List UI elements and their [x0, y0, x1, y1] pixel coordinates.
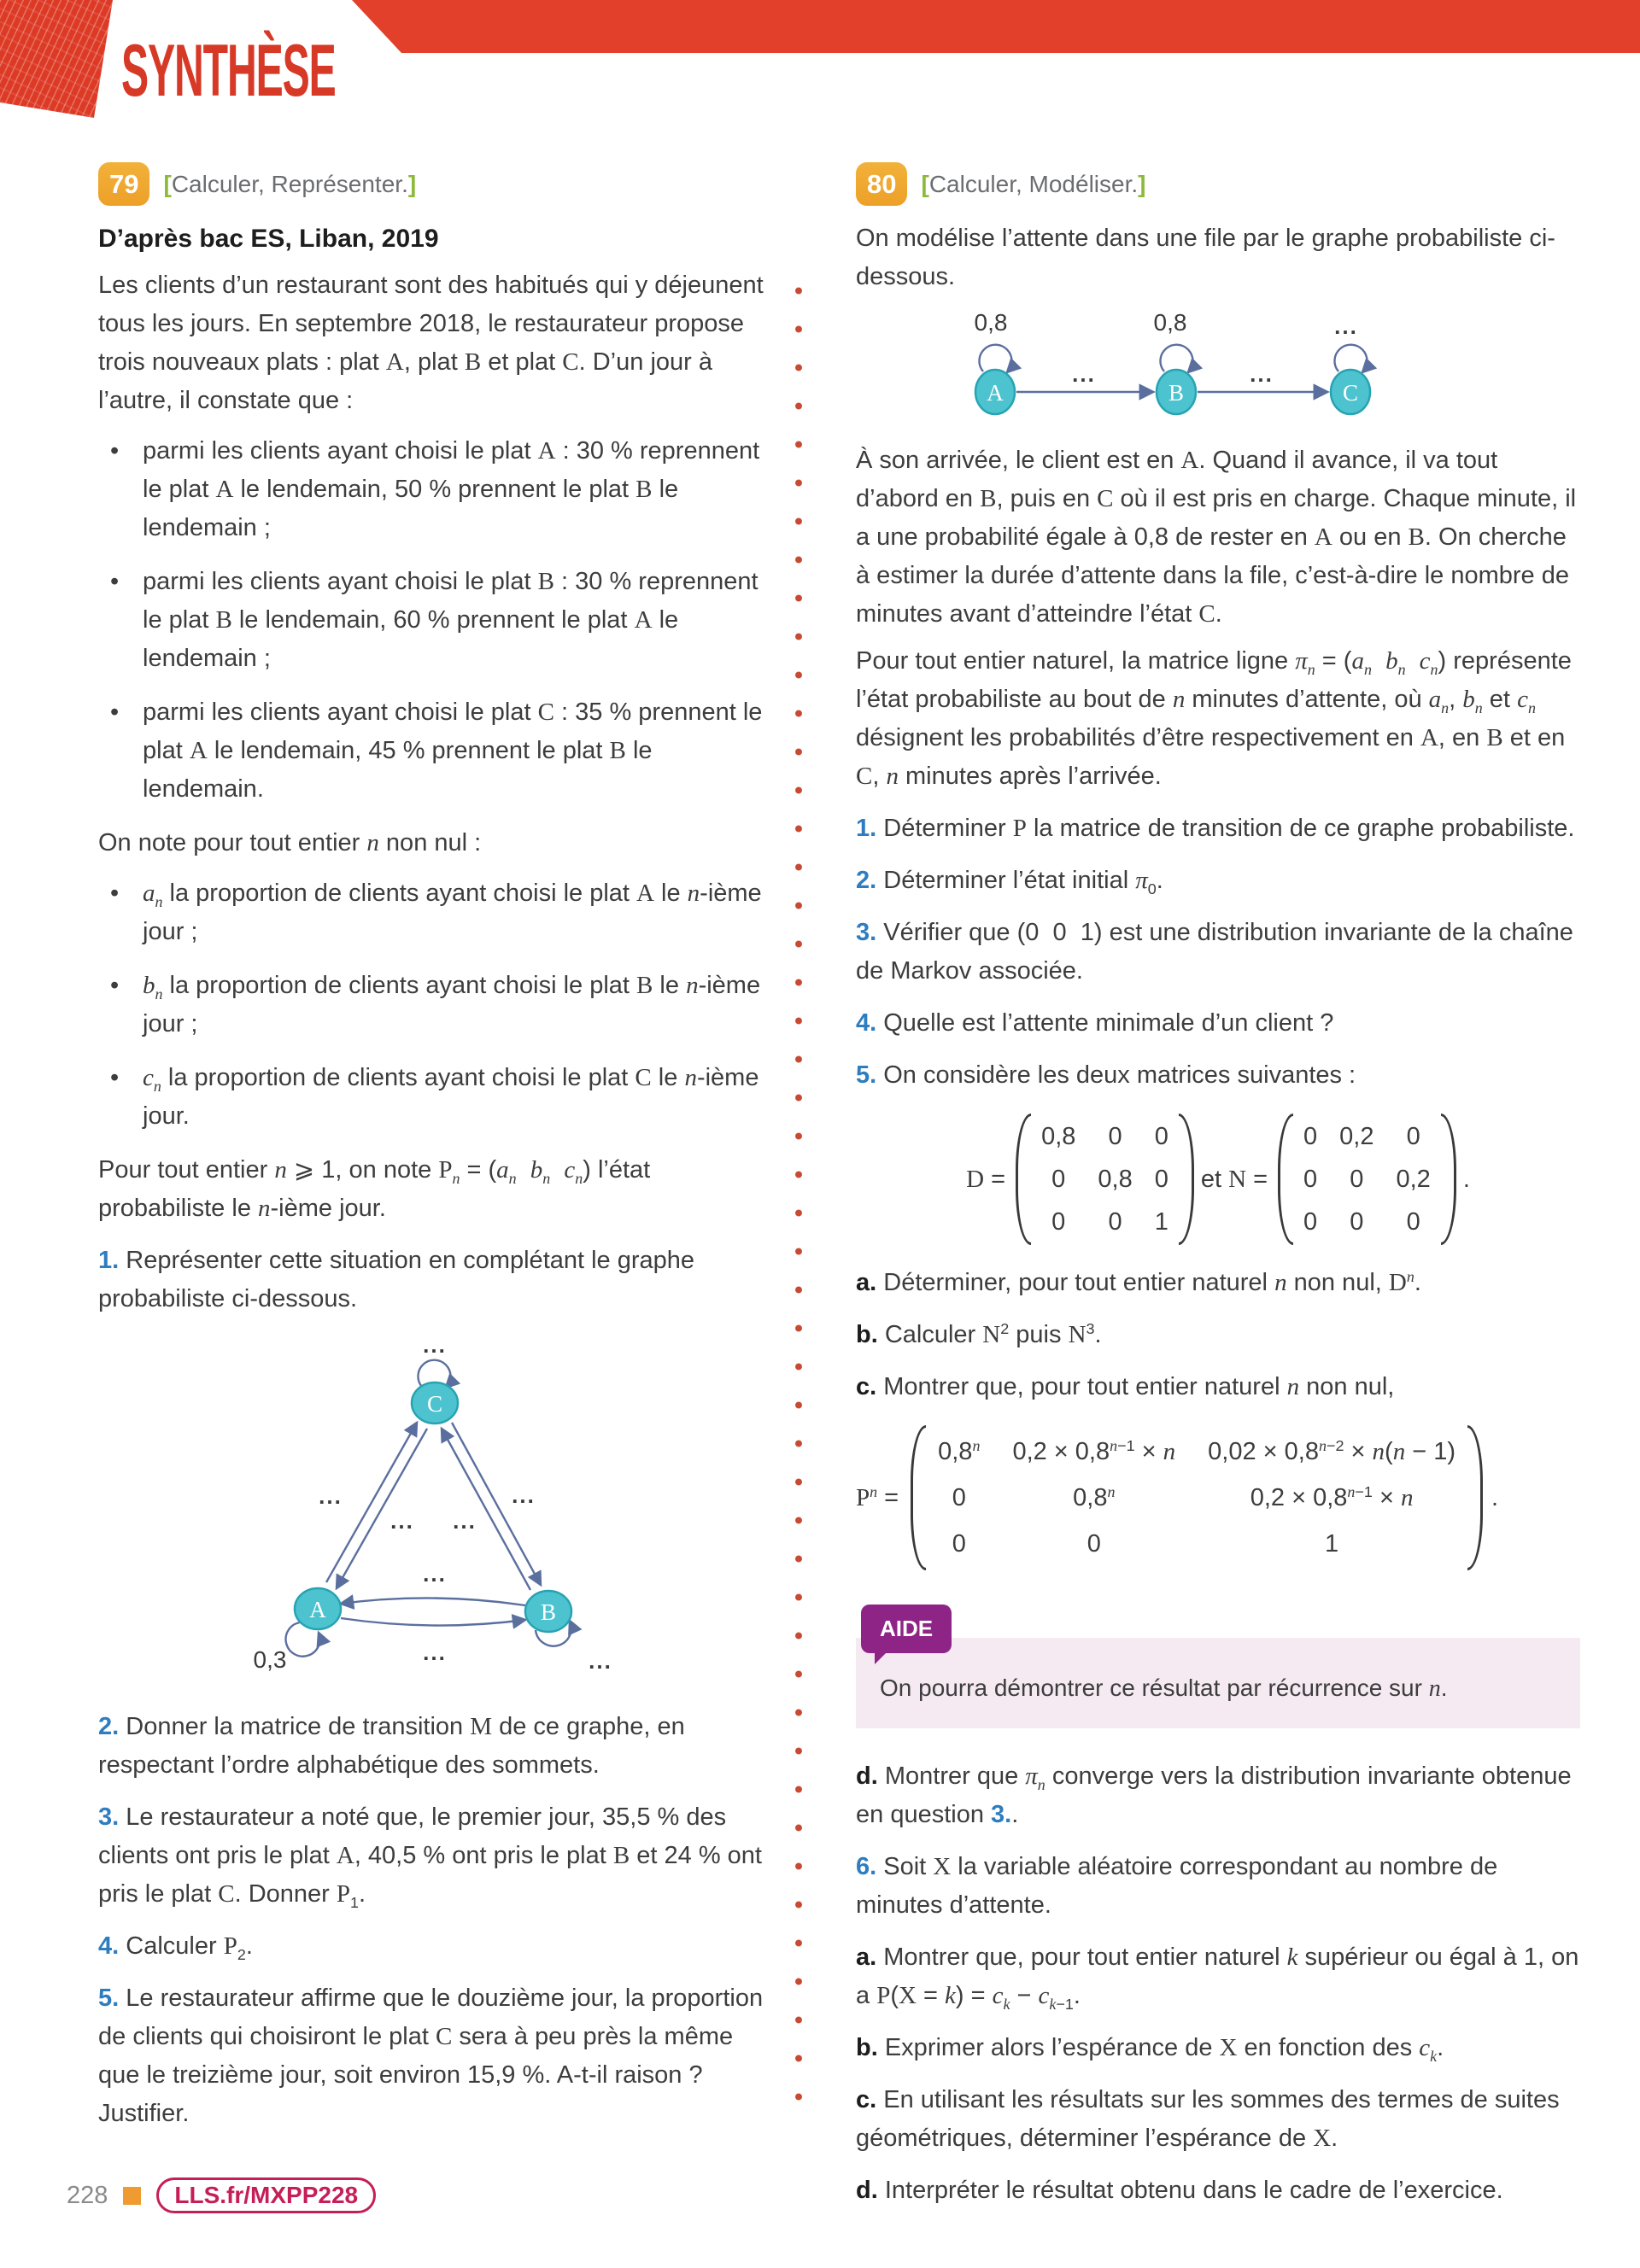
question-number: 2.: [856, 867, 877, 894]
question-number: 1.: [856, 815, 877, 842]
left-paren: [1016, 1114, 1031, 1245]
bullet-item: • parmi les clients ayant choisi le plat C : 35 % prennent le plat A le lendemain, 45 % prennent le plat B le lendemain.: [98, 693, 777, 809]
logo-hatch-pattern: [0, 0, 114, 128]
orange-square-icon: [123, 2187, 141, 2205]
self-loop-b: [1160, 345, 1192, 372]
question-number: 5.: [856, 1061, 877, 1089]
aide-box: [856, 1638, 1580, 1728]
question-4: [98, 1927, 777, 1966]
subquestion-letter: d.: [856, 2177, 878, 2204]
edge-label: ...: [1072, 361, 1096, 387]
edge-a-to-b: [341, 1618, 525, 1626]
definition-item: • $b_n$ la proportion de clients ayant choisi le plat B le n-ième jour ;: [98, 967, 777, 1043]
question-text: Déterminer l’état initial $\pi_0$.: [883, 867, 1163, 898]
matrix-cell: $0,2 \times 0,8^{n-1} \times n$: [1250, 1483, 1414, 1511]
question-text: Exprimer alors l’espérance de X en fonction des $c_k$.: [884, 2034, 1444, 2066]
page-title: SYNTHÈSE: [121, 30, 336, 112]
node-b-label: B: [1168, 380, 1185, 406]
bullet-item: • parmi les clients ayant choisi le plat A : 30 % reprennent le plat A le lendemain, 50 % prennent le plat B le lendemain ;: [98, 432, 777, 547]
edge-label: ...: [390, 1508, 414, 1534]
exercise-80-header: [856, 162, 1580, 206]
bracket-open: [: [921, 171, 929, 197]
paragraph: À son arrivée, le client est en A. Quand il avance, il va tout d’abord en B, puis en C où il est pris en charge. Chaque minute, il a une probabilité égale à 0,8 de rester en A ou en B. On cherche à estimer la durée d’attente dans la file, c’est-à-dire le nombre de minutes avant d’atteindre l’état C.: [856, 447, 1577, 628]
matrix-cell: 0: [1154, 1123, 1168, 1150]
question-text: On considère les deux matrices suivantes :: [883, 1061, 1356, 1089]
edge-label: ...: [423, 1640, 447, 1665]
probabilistic-graph-triangle: [235, 1327, 645, 1694]
edge-b-to-a: [341, 1598, 525, 1605]
self-loop-a: [979, 345, 1011, 372]
matrix-d-label: D =: [966, 1165, 1006, 1193]
question-text: Déterminer P la matrice de transition de ce graphe probabiliste.: [883, 815, 1575, 842]
matrices-d-and-n: [856, 1114, 1580, 1245]
column-divider-dots: [794, 272, 803, 2125]
subquestion-5d: [856, 1757, 1580, 1834]
skills-text: Calculer, Représenter.: [171, 171, 408, 197]
period: .: [1491, 1483, 1499, 1511]
loop-label-a: 0,8: [974, 309, 1008, 336]
skills-label: [921, 165, 1145, 203]
question-2: [98, 1708, 777, 1785]
matrix-cell: 0: [1350, 1166, 1364, 1193]
lls-link-pill[interactable]: LLS.fr/MXPP228: [156, 2177, 376, 2213]
matrix-cell: 0,8: [1098, 1166, 1133, 1193]
page-number: 228: [67, 2181, 108, 2209]
subquestion-6d: [856, 2172, 1580, 2210]
matrix-pn: [911, 1425, 1483, 1570]
loop-label-c: ...: [1334, 313, 1358, 339]
probabilistic-graph-linear: [938, 305, 1399, 433]
matrix-cell: $0,02 \times 0,8^{n-2} \times n(n - 1)$: [1208, 1437, 1456, 1465]
matrix-cell: 0: [1108, 1123, 1122, 1150]
aide-callout: [856, 1605, 1580, 1728]
matrix-d: [1016, 1114, 1194, 1245]
question-text: Donner la matrice de transition M de ce graphe, en respectant l’ordre alphabétique des sommets.: [98, 1713, 685, 1779]
synthese-logo: [0, 0, 114, 128]
matrix-cell: 0: [1303, 1166, 1318, 1193]
question-2: [856, 862, 1580, 900]
subquestion-letter: c.: [856, 2086, 877, 2113]
edge-label: ...: [1250, 361, 1274, 387]
question-number: 3.: [98, 1803, 120, 1831]
question-text: Calculer $P_2$.: [126, 1932, 253, 1964]
left-paren: [911, 1425, 926, 1570]
question-text: Montrer que, pour tout entier naturel k supérieur ou égal à 1, on a $P(X = k) = c_k - c_{k-1}$.: [856, 1944, 1579, 2014]
matrix-cell: 0: [1108, 1208, 1122, 1236]
matrix-cell: 0: [952, 1484, 966, 1511]
matrix-p-power-n: [856, 1425, 1580, 1570]
page-footer: [67, 2177, 376, 2213]
period: .: [1462, 1165, 1470, 1193]
bullet-item: • parmi les clients ayant choisi le plat B : 30 % reprennent le plat B le lendemain, 60 % prennent le plat A le lendemain ;: [98, 563, 777, 678]
subquestion-6c: [856, 2081, 1580, 2158]
right-paren: [1467, 1425, 1483, 1570]
matrix-cell: 0: [1154, 1166, 1168, 1193]
matrix-cell: 0: [1051, 1208, 1066, 1236]
node-b-label: B: [540, 1599, 557, 1625]
subquestion-letter: b.: [856, 2034, 878, 2061]
intro-paragraph: Les clients d’un restaurant sont des habitués qui y déjeunent tous les jours. En septembre 2018, le restaurateur propose trois nouveaux plats : plat A, plat B et plat C. D’un jour à l’autre, il constate que :: [98, 272, 764, 414]
question-number: 1.: [98, 1247, 120, 1274]
question-text: Montrer que, pour tout entier naturel n non nul,: [883, 1373, 1395, 1400]
matrix-cell: 0: [952, 1530, 966, 1558]
bracket-open: [: [163, 171, 172, 197]
matrix-cell: 1: [1325, 1530, 1339, 1558]
note-line: On note pour tout entier n non nul :: [98, 829, 482, 856]
matrix-cell: 0: [1350, 1208, 1364, 1236]
question-5: [856, 1056, 1580, 1095]
node-a-label: A: [987, 380, 1004, 406]
question-number: 4.: [856, 1009, 877, 1037]
node-a-label: A: [309, 1597, 326, 1622]
question-text: Vérifier que (0 0 1) est une distribution invariante de la chaîne de Markov associée.: [856, 919, 1573, 985]
question-text: Quelle est l’attente minimale d’un client ?: [883, 1009, 1334, 1037]
subquestion-letter: a.: [856, 1269, 877, 1296]
matrix-cell: 0: [1303, 1123, 1318, 1150]
question-number: 6.: [856, 1853, 877, 1880]
question-text: Soit X la variable aléatoire correspondant au nombre de minutes d’attente.: [856, 1853, 1498, 1919]
matrix-n-label: N =: [1228, 1165, 1268, 1193]
edge-label-0-3: 0,3: [253, 1646, 287, 1673]
question-number: 2.: [98, 1713, 120, 1740]
question-number: 3.: [856, 919, 877, 946]
aide-badge: AIDE: [861, 1605, 952, 1653]
subquestion-5b: [856, 1316, 1580, 1354]
loop-label-b: 0,8: [1153, 309, 1187, 336]
matrix-cell: 0: [1051, 1166, 1066, 1193]
matrix-cell: 0,2: [1339, 1123, 1374, 1150]
skills-text: Calculer, Modéliser.: [928, 171, 1139, 197]
question-3: [98, 1798, 777, 1914]
subquestion-6a: [856, 1938, 1580, 2015]
bracket-close: ]: [407, 171, 417, 197]
question-4: [856, 1004, 1580, 1043]
exercise-number-badge: 79: [98, 162, 149, 206]
exercise-79-header: [98, 162, 777, 206]
subquestion-5a: [856, 1264, 1580, 1302]
matrix-cell: 0: [1406, 1208, 1420, 1236]
edge-label: ...: [319, 1483, 343, 1509]
question-text: Déterminer, pour tout entier naturel n non nul, $D^n$.: [883, 1268, 1421, 1296]
subquestion-letter: a.: [856, 1944, 877, 1971]
subquestion-6b: [856, 2029, 1580, 2067]
matrix-n: [1278, 1114, 1456, 1245]
question-text: En utilisant les résultats sur les sommes des termes de suites géométriques, déterminer l’espérance de X.: [856, 2086, 1560, 2152]
definition-item: • $a_n$ la proportion de clients ayant choisi le plat A le n-ième jour ;: [98, 874, 777, 951]
exercise-source: D’après bac ES, Liban, 2019: [98, 225, 439, 253]
question-1: [856, 810, 1580, 848]
matrix-cell: 1: [1154, 1208, 1168, 1236]
edge-label: ...: [423, 1561, 447, 1587]
self-loop-c: [1334, 345, 1367, 372]
matrix-cell: 0: [1303, 1208, 1318, 1236]
matrix-cell: 0: [1406, 1123, 1420, 1150]
matrix-pn-label: $P^n$ =: [856, 1482, 899, 1511]
exercise-79: [98, 162, 777, 2142]
left-paren: [1278, 1114, 1293, 1245]
et-label: et: [1200, 1165, 1222, 1193]
matrix-cell: $0,2 \times 0,8^{n-1} \times n$: [1012, 1437, 1176, 1465]
question-1: [98, 1242, 777, 1318]
question-number: 5.: [98, 1984, 120, 2012]
bracket-close: ]: [1138, 171, 1146, 197]
right-paren: [1441, 1114, 1456, 1245]
question-text: Interpréter le résultat obtenu dans le cadre de l’exercice.: [884, 2177, 1503, 2204]
subquestion-letter: d.: [856, 1762, 878, 1790]
edge-label: ...: [512, 1482, 536, 1508]
question-text: Montrer que $\pi_n$ converge vers la distribution invariante obtenue en question 3..: [856, 1762, 1572, 1828]
definition-item: • $c_n$ la proportion de clients ayant choisi le plat C le n-ième jour.: [98, 1059, 777, 1136]
question-5: [98, 1979, 777, 2133]
question-text: Le restaurateur affirme que le douzième jour, la proportion de clients qui choisiront le plat C sera à peu près la même que le treizième jour, soit environ 15,9 %. A-t-il raison ? Justifier.: [98, 1984, 764, 2127]
question-number: 4.: [98, 1932, 120, 1960]
question-3: [856, 914, 1580, 991]
question-text: Le restaurateur a noté que, le premier jour, 35,5 % des clients ont pris le plat A, 40,5 % ont pris le plat B et 24 % ont pris le plat C. Donner $P_1$.: [98, 1803, 762, 1912]
exercise-number-badge: 80: [856, 162, 907, 206]
node-c-label: C: [426, 1391, 443, 1417]
exercise-80: [856, 162, 1580, 2218]
question-text: Représenter cette situation en complétant le graphe probabiliste ci-dessous.: [98, 1247, 695, 1312]
node-c-label: C: [1342, 380, 1359, 406]
right-paren: [1179, 1114, 1194, 1245]
matrix-cell: 0,8$^n$: [1073, 1483, 1116, 1511]
skills-label: [163, 165, 416, 203]
edge-label: ...: [589, 1648, 612, 1674]
subquestion-5c: [856, 1368, 1580, 1406]
intro-paragraph: On modélise l’attente dans une file par le graphe probabiliste ci-dessous.: [856, 225, 1555, 290]
state-line: Pour tout entier n ⩾ 1, on note $P_n = (a_n$ $b_n$ $c_n$) l’état probabiliste le n-ième jour.: [98, 1156, 651, 1222]
edge-label: ...: [453, 1508, 477, 1534]
matrix-cell: 0: [1086, 1530, 1101, 1558]
subquestion-letter: b.: [856, 1321, 878, 1348]
matrix-cell: 0,2: [1396, 1166, 1431, 1193]
paragraph: Pour tout entier naturel, la matrice ligne $\pi_n = (a_n$ $b_n$ $c_n$) représente l’état probabiliste au bout de n minutes d’attente, où $a_n$, $b_n$ et $c_n$ désignent les probabilités d’être respectivement en A, en B et en C, n minutes après l’arrivée.: [856, 647, 1572, 790]
question-text: Calculer $N^2$ puis $N^3$.: [884, 1320, 1102, 1348]
edge-label: ...: [423, 1332, 447, 1358]
aide-text: On pourra démontrer ce résultat par récurrence sur n.: [880, 1675, 1448, 1702]
matrix-cell: 0,8: [1041, 1123, 1076, 1150]
question-6: [856, 1848, 1580, 1925]
subquestion-letter: c.: [856, 1373, 877, 1400]
matrix-cell: 0,8$^n$: [938, 1437, 981, 1465]
header-red-band: [352, 0, 1640, 53]
